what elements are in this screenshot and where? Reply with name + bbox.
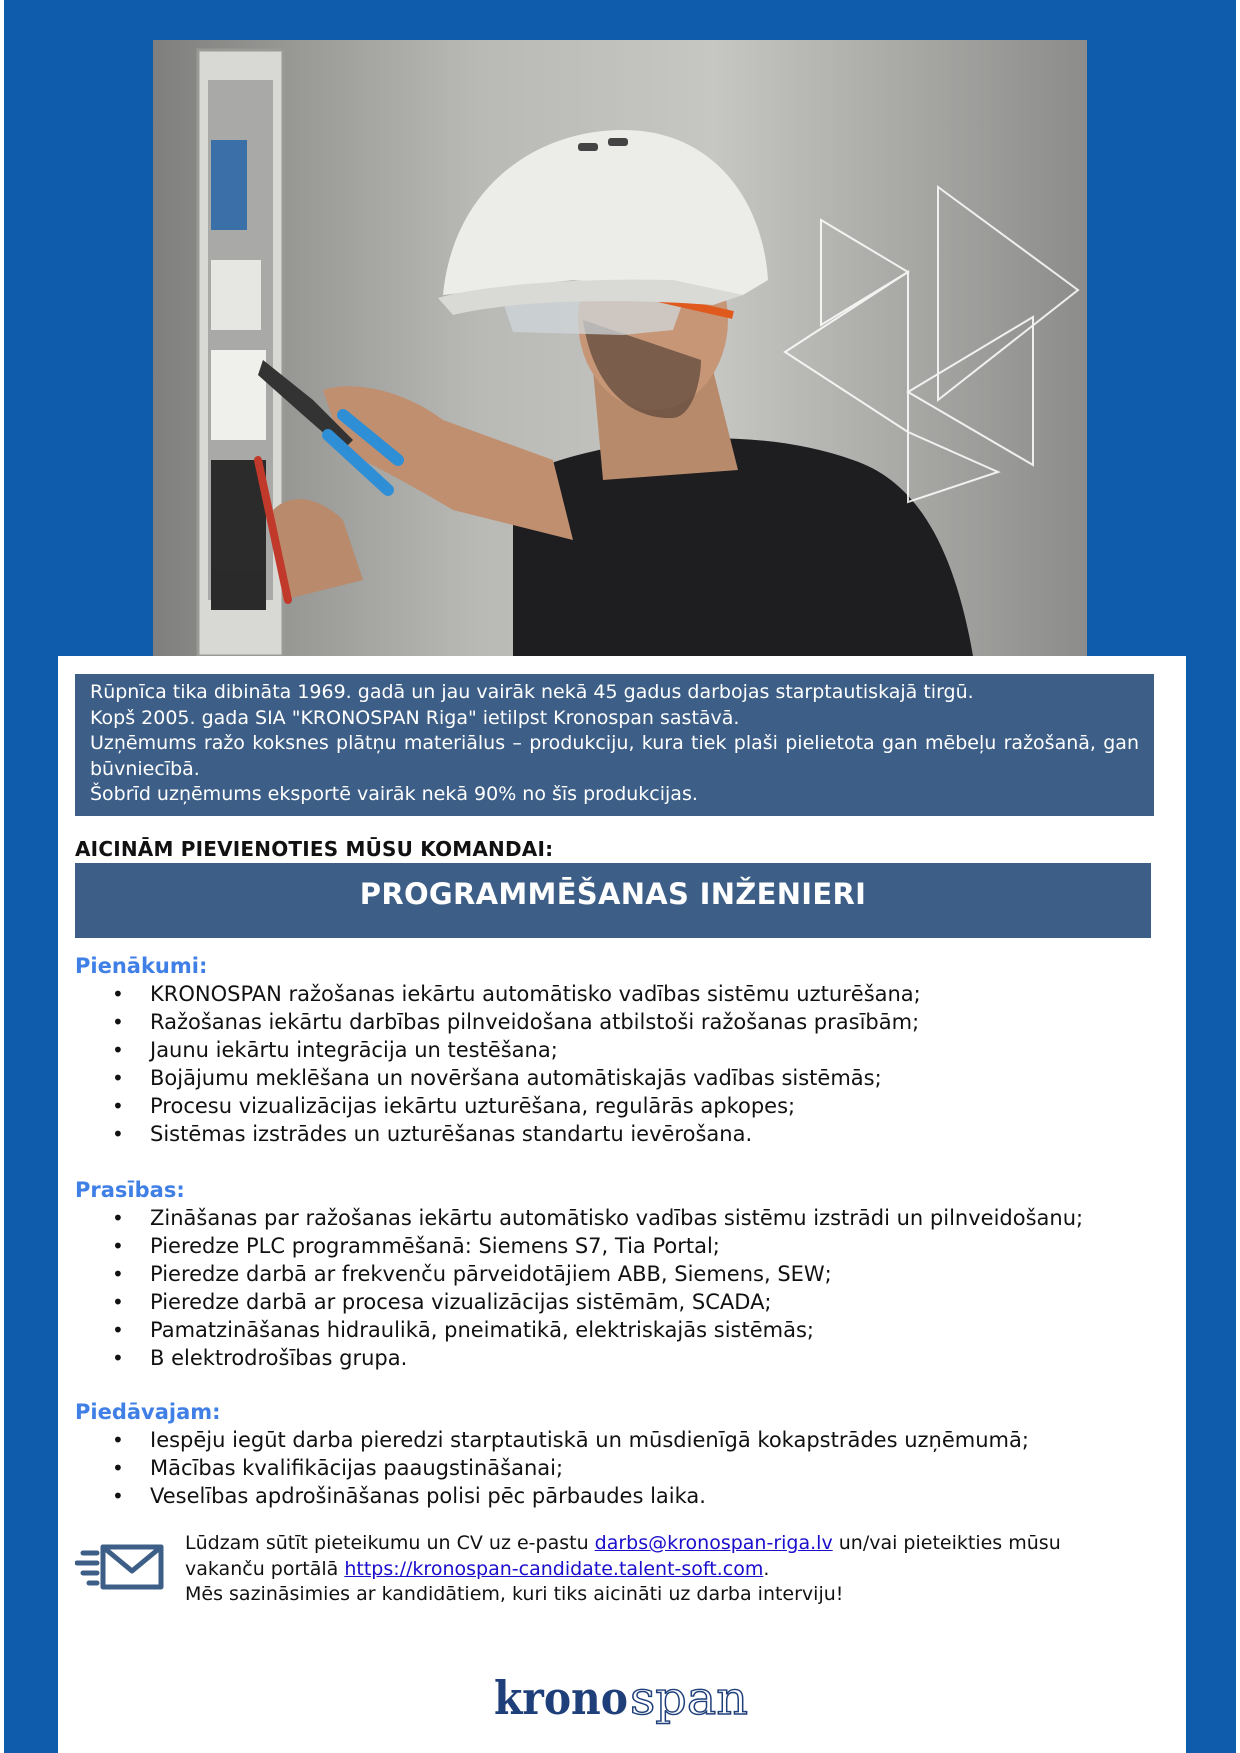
contact-suffix: . [763,1557,770,1580]
hero-photo [153,40,1087,656]
position-title: PROGRAMMĒŠANAS INŽENIERI [359,876,867,911]
list-item: • Sistēmas izstrādes un uzturēšanas standartu ievērošana. [75,1120,921,1148]
list-item: • B elektrodrošības grupa. [75,1344,1083,1372]
envelope-icon [75,1539,165,1594]
list-item: • KRONOSPAN ražošanas iekārtu automātisko vadības sistēmu uzturēšana; [75,980,921,1008]
list-item: • Veselības apdrošināšanas polisi pēc pārbaudes laika. [75,1482,1029,1510]
duties-heading: Pienākumi: [75,954,208,978]
list-item: • Jaunu iekārtu integrācija un testēšana; [75,1036,921,1064]
position-title-bar [75,863,1151,938]
list-item: • Bojājumu meklēšana un novēršana automātiskajās vadības sistēmās; [75,1064,921,1092]
list-item: • Pamatzināšanas hidraulikā, pneimatikā, elektriskajās sistēmās; [75,1316,1083,1344]
requirements-heading: Prasības: [75,1178,185,1202]
logo-part-bold: krono [494,1672,628,1725]
intro-line: Uzņēmums ražo koksnes plātņu materiālus – produkciju, kura tiek plaši pielietota gan mēbeļu ražošanā, gan būvniecībā. [90,732,1139,780]
contact-prefix: Lūdzam sūtīt pieteikumu un CV uz e-pastu [185,1532,595,1554]
email-link[interactable]: darbs@kronospan-riga.lv [594,1532,833,1554]
list-item: • Mācības kvalifikācijas paaugstināšanai; [75,1454,1029,1482]
duties-section [75,952,921,1148]
requirements-section [75,1176,1083,1372]
offer-list [75,1426,1029,1510]
offer-heading: Piedāvajam: [75,1400,221,1424]
invite-heading: AICINĀM PIEVIENOTIES MŪSU KOMANDAI: [75,837,554,861]
list-item: • Pieredze darbā ar procesa vizualizācijas sistēmām, SCADA; [75,1288,1083,1316]
intro-line: Šobrīd uzņēmums eksportē vairāk nekā 90% no šīs produkcijas. [90,783,698,805]
list-item: • Zināšanas par ražošanas iekārtu automātisko vadības sistēmu izstrādi un pilnveidošanu; [75,1204,1083,1232]
list-item: • Iespēju iegūt darba pieredzi starptautiskā un mūsdienīgā kokapstrādes uzņēmumā; [75,1426,1029,1454]
duties-list [75,980,921,1148]
kronospan-logo [492,1672,752,1732]
list-item: • Pieredze PLC programmēšanā: Siemens S7, Tia Portal; [75,1232,1083,1260]
intro-line: Kopš 2005. gada SIA "KRONOSPAN Riga" ietilpst Kronospan sastāvā. [90,706,740,729]
requirements-list [75,1204,1083,1372]
intro-line: Rūpnīca tika dibināta 1969. gadā un jau vairāk nekā 45 gadus darbojas starptautiskajā tirgū. [90,681,974,703]
contact-block [75,1531,1165,1611]
contact-text [185,1531,1125,1608]
list-item: • Procesu vizualizācijas iekārtu uzturēšana, regulārās apkopes; [75,1092,921,1120]
offer-section [75,1398,1029,1510]
contact-closing: Mēs sazināsimies ar kandidātiem, kuri tiks aicināti uz darba interviju! [185,1583,844,1605]
portal-link[interactable]: https://kronospan-candidate.talent-soft.com [344,1557,764,1580]
list-item: • Pieredze darbā ar frekvenču pārveidotājiem ABB, Siemens, SEW; [75,1260,1083,1288]
content-card [58,656,1186,1753]
contact-middle: un/vai pieteikties mūsu vakanču portālā [185,1532,1061,1580]
logo-part-outline: span [630,1672,748,1725]
company-intro [75,674,1154,816]
list-item: • Ražošanas iekārtu darbības pilnveidošana atbilstoši ražošanas prasībām; [75,1008,921,1036]
